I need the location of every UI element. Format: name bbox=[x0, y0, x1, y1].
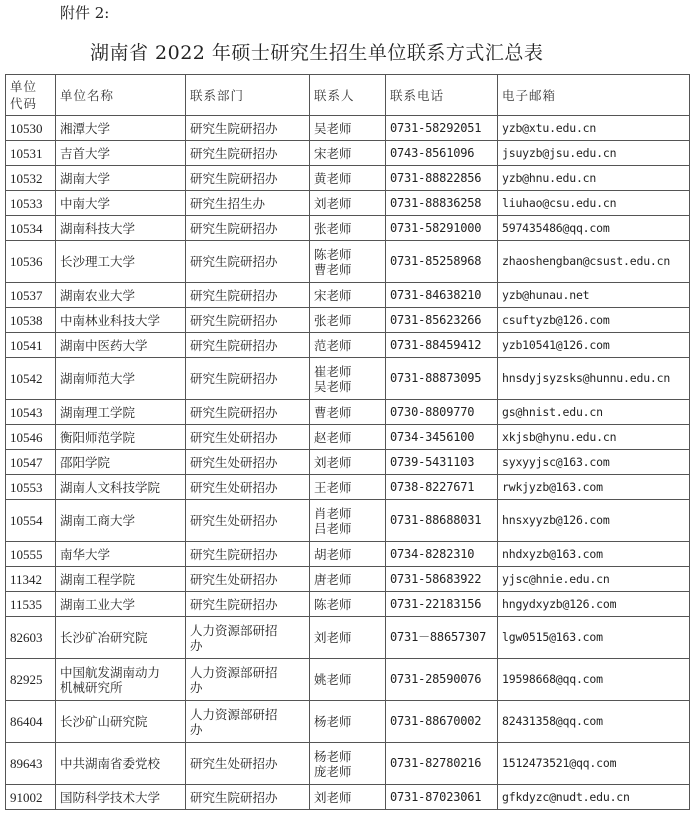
contact-person-cell bbox=[310, 308, 386, 333]
contact-person-line: 杨老师 bbox=[314, 748, 352, 764]
department-cell bbox=[186, 116, 310, 141]
unit-code-cell: 10533 bbox=[6, 191, 56, 216]
unit-name-line: 湖南工程学院 bbox=[60, 571, 136, 587]
email-cell: 597435486@qq.com bbox=[498, 216, 690, 241]
table-row bbox=[6, 785, 690, 810]
page-title: 湖南省 2022 年硕士研究生招生单位联系方式汇总表 bbox=[90, 42, 544, 64]
department-line: 研究生院研招办 bbox=[190, 220, 278, 236]
department-cell bbox=[186, 333, 310, 358]
contact-person-line: 刘老师 bbox=[314, 630, 352, 645]
department-cell bbox=[186, 358, 310, 400]
unit-name-cell bbox=[56, 216, 186, 241]
header-code-line1: 单位 bbox=[10, 79, 38, 94]
unit-name-cell bbox=[56, 116, 186, 141]
unit-code-cell: 11342 bbox=[6, 567, 56, 592]
phone-cell: 0731-58292051 bbox=[386, 116, 498, 141]
department-cell bbox=[186, 785, 310, 810]
email-cell: 1512473521@qq.com bbox=[498, 743, 690, 785]
unit-name-cell bbox=[56, 617, 186, 659]
unit-name-line: 南华大学 bbox=[60, 546, 111, 562]
contact-person-cell bbox=[310, 785, 386, 810]
department-cell bbox=[186, 542, 310, 567]
department-line: 办 bbox=[190, 721, 203, 737]
unit-code-cell: 10536 bbox=[6, 241, 56, 283]
contact-person-cell bbox=[310, 567, 386, 592]
contact-person-line: 胡老师 bbox=[314, 546, 352, 562]
unit-name-line: 长沙理工大学 bbox=[60, 254, 136, 269]
phone-cell: 0731-88670002 bbox=[386, 701, 498, 743]
phone-cell: 0739-5431103 bbox=[386, 450, 498, 475]
phone-cell: 0731-58291000 bbox=[386, 216, 498, 241]
phone-cell: 0743-8561096 bbox=[386, 141, 498, 166]
header-unit-code bbox=[6, 75, 56, 116]
contact-person-line: 宋老师 bbox=[314, 145, 352, 161]
unit-name-line: 湖南农业大学 bbox=[60, 287, 136, 303]
contact-person-line: 陈老师 bbox=[314, 246, 352, 262]
department-cell bbox=[186, 450, 310, 475]
phone-cell: 0731-88688031 bbox=[386, 500, 498, 542]
table-row bbox=[6, 659, 690, 701]
unit-name-line: 机械研究所 bbox=[60, 679, 123, 695]
table-row bbox=[6, 743, 690, 785]
unit-name-line: 湘潭大学 bbox=[60, 120, 111, 136]
header-contact-person: 联系人 bbox=[310, 75, 386, 116]
contact-person-cell bbox=[310, 592, 386, 617]
phone-cell: 0731-87023061 bbox=[386, 785, 498, 810]
unit-name-line: 中国航发湖南动力 bbox=[60, 664, 161, 680]
unit-name-cell bbox=[56, 475, 186, 500]
contact-person-cell bbox=[310, 701, 386, 743]
email-cell: jsuyzb@jsu.edu.cn bbox=[498, 141, 690, 166]
contact-person-line: 王老师 bbox=[314, 479, 352, 495]
email-cell: gs@hnist.edu.cn bbox=[498, 400, 690, 425]
phone-cell: 0731-88836258 bbox=[386, 191, 498, 216]
department-line: 办 bbox=[190, 679, 203, 695]
contact-person-cell bbox=[310, 450, 386, 475]
unit-name-line: 湖南大学 bbox=[60, 170, 111, 186]
table-row bbox=[6, 333, 690, 358]
unit-code-cell: 89643 bbox=[6, 743, 56, 785]
contact-person-line: 宋老师 bbox=[314, 287, 352, 303]
unit-name-line: 湖南师范大学 bbox=[60, 371, 136, 386]
email-cell: rwkjyzb@163.com bbox=[498, 475, 690, 500]
unit-name-cell bbox=[56, 425, 186, 450]
table-row bbox=[6, 450, 690, 475]
table-row bbox=[6, 283, 690, 308]
unit-name-line: 长沙矿冶研究院 bbox=[60, 630, 148, 645]
unit-code-cell: 10547 bbox=[6, 450, 56, 475]
phone-cell: 0738-8227671 bbox=[386, 475, 498, 500]
table-body bbox=[6, 116, 690, 810]
email-cell: zhaoshengban@csust.edu.cn bbox=[498, 241, 690, 283]
contact-person-line: 张老师 bbox=[314, 312, 352, 328]
department-line: 研究生院研招办 bbox=[190, 596, 278, 612]
unit-code-cell: 10538 bbox=[6, 308, 56, 333]
unit-name-cell bbox=[56, 400, 186, 425]
header-phone: 联系电话 bbox=[386, 75, 498, 116]
unit-code-cell: 10541 bbox=[6, 333, 56, 358]
contact-person-cell bbox=[310, 617, 386, 659]
attachment-label: 附件 2: bbox=[60, 4, 110, 22]
contact-person-cell bbox=[310, 141, 386, 166]
department-cell bbox=[186, 425, 310, 450]
unit-code-cell: 10543 bbox=[6, 400, 56, 425]
phone-cell: 0730-8809770 bbox=[386, 400, 498, 425]
department-line: 研究生处研招办 bbox=[190, 454, 278, 470]
department-line: 办 bbox=[190, 637, 203, 653]
contact-person-line: 杨老师 bbox=[314, 714, 352, 729]
unit-name-line: 湖南中医药大学 bbox=[60, 337, 148, 353]
unit-name-line: 国防科学技术大学 bbox=[60, 789, 161, 805]
unit-name-cell bbox=[56, 701, 186, 743]
unit-code-cell: 10531 bbox=[6, 141, 56, 166]
contact-person-cell bbox=[310, 659, 386, 701]
contact-person-cell bbox=[310, 283, 386, 308]
unit-name-line: 中共湖南省委党校 bbox=[60, 756, 161, 771]
contact-person-line: 庞老师 bbox=[314, 763, 352, 779]
contact-person-line: 曹老师 bbox=[314, 404, 352, 420]
department-cell bbox=[186, 743, 310, 785]
table-row bbox=[6, 216, 690, 241]
department-line: 研究生院研招办 bbox=[190, 404, 278, 420]
unit-name-cell bbox=[56, 542, 186, 567]
email-cell: yjsc@hnie.edu.cn bbox=[498, 567, 690, 592]
phone-cell: 0731-22183156 bbox=[386, 592, 498, 617]
phone-cell: 0731-88459412 bbox=[386, 333, 498, 358]
unit-name-line: 湖南工商大学 bbox=[60, 513, 136, 528]
email-cell: yzb@hunau.net bbox=[498, 283, 690, 308]
email-cell: nhdxyzb@163.com bbox=[498, 542, 690, 567]
table-row bbox=[6, 358, 690, 400]
unit-name-cell bbox=[56, 500, 186, 542]
email-cell: xkjsb@hynu.edu.cn bbox=[498, 425, 690, 450]
unit-code-cell: 11535 bbox=[6, 592, 56, 617]
phone-cell: 0731-82780216 bbox=[386, 743, 498, 785]
contact-person-line: 刘老师 bbox=[314, 789, 352, 805]
unit-code-cell: 10546 bbox=[6, 425, 56, 450]
contact-person-line: 陈老师 bbox=[314, 596, 352, 612]
department-line: 研究生处研招办 bbox=[190, 479, 278, 495]
phone-cell: 0731-85258968 bbox=[386, 241, 498, 283]
table-row bbox=[6, 475, 690, 500]
table-row bbox=[6, 308, 690, 333]
contact-person-cell bbox=[310, 116, 386, 141]
email-cell: 19598668@qq.com bbox=[498, 659, 690, 701]
unit-name-cell bbox=[56, 166, 186, 191]
phone-cell: 0731-88873095 bbox=[386, 358, 498, 400]
email-cell: liuhao@csu.edu.cn bbox=[498, 191, 690, 216]
contact-person-line: 范老师 bbox=[314, 337, 352, 353]
contact-person-line: 吕老师 bbox=[314, 520, 352, 536]
unit-name-line: 衡阳师范学院 bbox=[60, 429, 136, 445]
unit-name-cell bbox=[56, 308, 186, 333]
unit-name-cell bbox=[56, 567, 186, 592]
department-line: 研究生处研招办 bbox=[190, 571, 278, 587]
contact-person-cell bbox=[310, 425, 386, 450]
unit-code-cell: 10537 bbox=[6, 283, 56, 308]
department-line: 研究生院研招办 bbox=[190, 145, 278, 161]
department-cell bbox=[186, 701, 310, 743]
contact-person-cell bbox=[310, 400, 386, 425]
email-cell: yzb@hnu.edu.cn bbox=[498, 166, 690, 191]
email-cell: lgw0515@163.com bbox=[498, 617, 690, 659]
department-line: 人力资源部研招 bbox=[190, 622, 278, 638]
contact-person-cell bbox=[310, 333, 386, 358]
unit-name-cell bbox=[56, 659, 186, 701]
unit-name-line: 吉首大学 bbox=[60, 145, 111, 161]
contact-table bbox=[5, 74, 690, 810]
department-cell bbox=[186, 659, 310, 701]
contact-person-line: 黄老师 bbox=[314, 170, 352, 186]
contact-person-line: 肖老师 bbox=[314, 505, 352, 521]
email-cell: yzb10541@126.com bbox=[498, 333, 690, 358]
department-cell bbox=[186, 141, 310, 166]
department-line: 研究生招生办 bbox=[190, 195, 266, 211]
department-line: 人力资源部研招 bbox=[190, 706, 278, 722]
contact-person-cell bbox=[310, 191, 386, 216]
department-line: 人力资源部研招 bbox=[190, 664, 278, 680]
unit-name-cell bbox=[56, 141, 186, 166]
table-row bbox=[6, 400, 690, 425]
email-cell: csuftyzb@126.com bbox=[498, 308, 690, 333]
contact-person-cell bbox=[310, 241, 386, 283]
table-row bbox=[6, 542, 690, 567]
phone-cell: 0734-8282310 bbox=[386, 542, 498, 567]
email-cell: hnsdyjsyzsks@hunnu.edu.cn bbox=[498, 358, 690, 400]
department-cell bbox=[186, 567, 310, 592]
unit-name-cell bbox=[56, 592, 186, 617]
table-row bbox=[6, 617, 690, 659]
department-cell bbox=[186, 475, 310, 500]
department-cell bbox=[186, 500, 310, 542]
unit-code-cell: 10555 bbox=[6, 542, 56, 567]
unit-code-cell: 82603 bbox=[6, 617, 56, 659]
phone-cell: 0731-88822856 bbox=[386, 166, 498, 191]
contact-person-cell bbox=[310, 542, 386, 567]
contact-person-line: 吴老师 bbox=[314, 120, 352, 136]
unit-name-cell bbox=[56, 450, 186, 475]
unit-code-cell: 10542 bbox=[6, 358, 56, 400]
unit-name-line: 湖南科技大学 bbox=[60, 220, 136, 236]
unit-name-line: 邵阳学院 bbox=[60, 454, 111, 470]
email-cell: hngydxyzb@126.com bbox=[498, 592, 690, 617]
table-row bbox=[6, 191, 690, 216]
contact-person-cell bbox=[310, 166, 386, 191]
header-email: 电子邮箱 bbox=[498, 75, 690, 116]
header-code-line2: 代码 bbox=[10, 96, 38, 111]
contact-person-line: 唐老师 bbox=[314, 571, 352, 587]
unit-name-line: 湖南人文科技学院 bbox=[60, 479, 161, 495]
unit-code-cell: 10530 bbox=[6, 116, 56, 141]
contact-person-line: 刘老师 bbox=[314, 195, 352, 211]
unit-name-cell bbox=[56, 743, 186, 785]
email-cell: hnsxyyzb@126.com bbox=[498, 500, 690, 542]
department-cell bbox=[186, 241, 310, 283]
department-line: 研究生院研招办 bbox=[190, 120, 278, 136]
contact-person-cell bbox=[310, 500, 386, 542]
unit-code-cell: 10554 bbox=[6, 500, 56, 542]
table-row bbox=[6, 592, 690, 617]
table-row bbox=[6, 500, 690, 542]
table-header-row bbox=[6, 75, 690, 116]
department-line: 研究生院研招办 bbox=[190, 546, 278, 562]
department-cell bbox=[186, 592, 310, 617]
department-cell bbox=[186, 308, 310, 333]
department-line: 研究生院研招办 bbox=[190, 287, 278, 303]
phone-cell: 0731-28590076 bbox=[386, 659, 498, 701]
table-row bbox=[6, 567, 690, 592]
unit-name-line: 湖南工业大学 bbox=[60, 596, 136, 612]
unit-name-cell bbox=[56, 191, 186, 216]
department-line: 研究生院研招办 bbox=[190, 170, 278, 186]
department-cell bbox=[186, 283, 310, 308]
table-row bbox=[6, 116, 690, 141]
table-row bbox=[6, 141, 690, 166]
department-cell bbox=[186, 191, 310, 216]
email-cell: syxyyjsc@163.com bbox=[498, 450, 690, 475]
department-line: 研究生院研招办 bbox=[190, 371, 278, 386]
phone-cell: 0731-85623266 bbox=[386, 308, 498, 333]
header-unit-name: 单位名称 bbox=[56, 75, 186, 116]
contact-person-line: 张老师 bbox=[314, 220, 352, 236]
unit-name-line: 中南大学 bbox=[60, 195, 111, 211]
unit-name-line: 湖南理工学院 bbox=[60, 404, 136, 420]
phone-cell: 0731-58683922 bbox=[386, 567, 498, 592]
unit-code-cell: 10553 bbox=[6, 475, 56, 500]
unit-name-cell bbox=[56, 333, 186, 358]
contact-person-line: 姚老师 bbox=[314, 672, 352, 687]
contact-person-line: 曹老师 bbox=[314, 261, 352, 277]
table-row bbox=[6, 241, 690, 283]
department-line: 研究生院研招办 bbox=[190, 337, 278, 353]
department-cell bbox=[186, 617, 310, 659]
table-row bbox=[6, 166, 690, 191]
unit-code-cell: 10534 bbox=[6, 216, 56, 241]
contact-person-cell bbox=[310, 743, 386, 785]
contact-person-line: 刘老师 bbox=[314, 454, 352, 470]
unit-code-cell: 91002 bbox=[6, 785, 56, 810]
header-department: 联系部门 bbox=[186, 75, 310, 116]
contact-person-cell bbox=[310, 475, 386, 500]
unit-name-cell bbox=[56, 241, 186, 283]
unit-name-cell bbox=[56, 785, 186, 810]
table-row bbox=[6, 701, 690, 743]
contact-person-cell bbox=[310, 358, 386, 400]
department-line: 研究生院研招办 bbox=[190, 254, 278, 269]
department-cell bbox=[186, 400, 310, 425]
email-cell: 82431358@qq.com bbox=[498, 701, 690, 743]
contact-person-line: 赵老师 bbox=[314, 429, 352, 445]
email-cell: yzb@xtu.edu.cn bbox=[498, 116, 690, 141]
unit-code-cell: 10532 bbox=[6, 166, 56, 191]
email-cell: gfkdyzc@nudt.edu.cn bbox=[498, 785, 690, 810]
department-line: 研究生处研招办 bbox=[190, 429, 278, 445]
department-line: 研究生院研招办 bbox=[190, 789, 278, 805]
department-line: 研究生处研招办 bbox=[190, 513, 278, 528]
unit-name-cell bbox=[56, 283, 186, 308]
unit-name-line: 中南林业科技大学 bbox=[60, 312, 161, 328]
unit-code-cell: 86404 bbox=[6, 701, 56, 743]
contact-person-cell bbox=[310, 216, 386, 241]
unit-name-cell bbox=[56, 358, 186, 400]
contact-person-line: 吴老师 bbox=[314, 378, 352, 394]
contact-person-line: 崔老师 bbox=[314, 363, 352, 379]
department-cell bbox=[186, 216, 310, 241]
phone-cell: 0731-84638210 bbox=[386, 283, 498, 308]
table-row bbox=[6, 425, 690, 450]
department-line: 研究生处研招办 bbox=[190, 756, 278, 771]
department-cell bbox=[186, 166, 310, 191]
department-line: 研究生院研招办 bbox=[190, 312, 278, 328]
phone-cell: 0731－88657307 bbox=[386, 617, 498, 659]
unit-name-line: 长沙矿山研究院 bbox=[60, 714, 148, 729]
phone-cell: 0734-3456100 bbox=[386, 425, 498, 450]
unit-code-cell: 82925 bbox=[6, 659, 56, 701]
